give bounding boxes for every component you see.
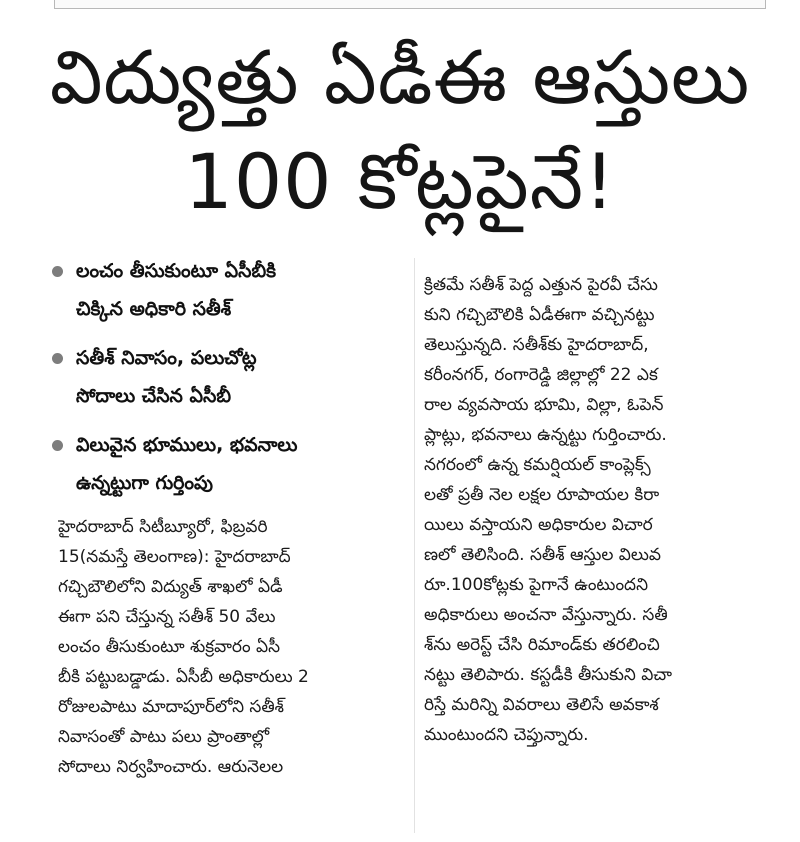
article-left-column: [58, 512, 410, 782]
article-line: నివాసంతో పాటు పలు ప్రాంతాల్లో: [58, 727, 270, 747]
article-line: బీకి పట్టుబడ్డాడు. ఏసీబీ అధికారులు 2: [58, 667, 309, 687]
article-line: గచ్చిబౌలిలోని విద్యుత్ శాఖలో ఏడీ: [58, 577, 283, 597]
bullet-item: [52, 252, 412, 328]
highlight-bullets: [52, 252, 412, 513]
bullet-item: [52, 339, 412, 415]
article-line: 15(నమస్తే తెలంగాణ): హైదరాబాద్: [58, 547, 291, 567]
article-line: లంచం తీసుకుంటూ శుక్రవారం ఏసీ: [58, 637, 281, 657]
article-line: లతో ప్రతీ నెల లక్షల రూపాయల కిరా: [424, 485, 660, 505]
article-line: నగరంలో ఉన్న కమర్షియల్ కాంప్లెక్స్: [424, 455, 651, 475]
bullet-line: సతీశ్ నివాసం, పలుచోట్ల: [76, 347, 257, 369]
bullet-line: ఉన్నట్టుగా గుర్తింపు: [76, 472, 214, 494]
bullet-item: [52, 426, 412, 502]
article-line: అధికారులు అంచనా వేస్తున్నారు. సతీ: [424, 605, 668, 625]
article-line: సోదాలు నిర్వహించారు. ఆరునెలల: [58, 757, 284, 777]
article-line: నట్టు తెలిపారు. కస్టడీకి తీసుకుని విచా: [424, 665, 673, 685]
column-divider: [414, 258, 415, 833]
article-line: ప్లాట్లు, భవనాలు ఉన్నట్టు గుర్తించారు.: [424, 425, 667, 445]
bullet-line: సోదాలు చేసిన ఏసీబీ: [76, 385, 231, 407]
article-line: కరీంనగర్, రంగారెడ్డి జిల్లాల్లో 22 ఎక: [424, 365, 658, 385]
article-line: రిస్తే మరిన్ని వివరాలు తెలిసే అవకాశ: [424, 695, 659, 715]
article-line: హైదరాబాద్ సిటీబ్యూరో, ఫిబ్రవరి: [58, 517, 268, 537]
headline-line-1: విద్యుత్తు ఏడీఈ ఆస్తులు: [49, 35, 751, 121]
article-line: రోజులపాటు మాదాపూర్‌లోని సతీశ్: [58, 697, 285, 717]
article-line: రాల వ్యవసాయ భూమి, విల్లా, ఓపెన్: [424, 395, 664, 415]
clipping-top-border: [54, 0, 766, 9]
article-line: కుని గచ్చిబౌలికి ఏడీఈగా వచ్చినట్టు: [424, 305, 655, 325]
article-right-column: [424, 270, 776, 750]
article-line: శ్‌ను అరెస్ట్ చేసి రిమాండ్‌కు తరలించి: [424, 635, 660, 655]
article-line: రూ.100కోట్లకు పైగానే ఉంటుందని: [424, 575, 648, 595]
article-line: ణలో తెలిసింది. సతీశ్ ఆస్తుల విలువ: [424, 545, 661, 565]
bullet-line: విలువైన భూములు, భవనాలు: [76, 434, 298, 456]
bullet-line: లంచం తీసుకుంటూ ఏసీబీకి: [76, 260, 277, 282]
article-line: ఈగా పని చేస్తున్న సతీశ్ 50 వేలు: [58, 607, 276, 627]
headline-line-2: 100 కోట్లపైనే!: [184, 137, 616, 226]
bullet-dot-icon: [52, 440, 63, 451]
bullet-line: చిక్కిన అధికారి సతీశ్: [76, 298, 232, 320]
article-line: తెలుస్తున్నది. సతీశ్‌కు హైదరాబాద్,: [424, 335, 649, 355]
article-line: యిలు వస్తాయని అధికారుల విచార: [424, 515, 653, 535]
bullet-dot-icon: [52, 266, 63, 277]
article-line: ముంటుందని చెప్తున్నారు.: [424, 725, 589, 745]
article-line: క్రితమే సతీశ్ పెద్ద ఎత్తున పైరవీ చేసు: [424, 275, 658, 295]
bullet-dot-icon: [52, 353, 63, 364]
